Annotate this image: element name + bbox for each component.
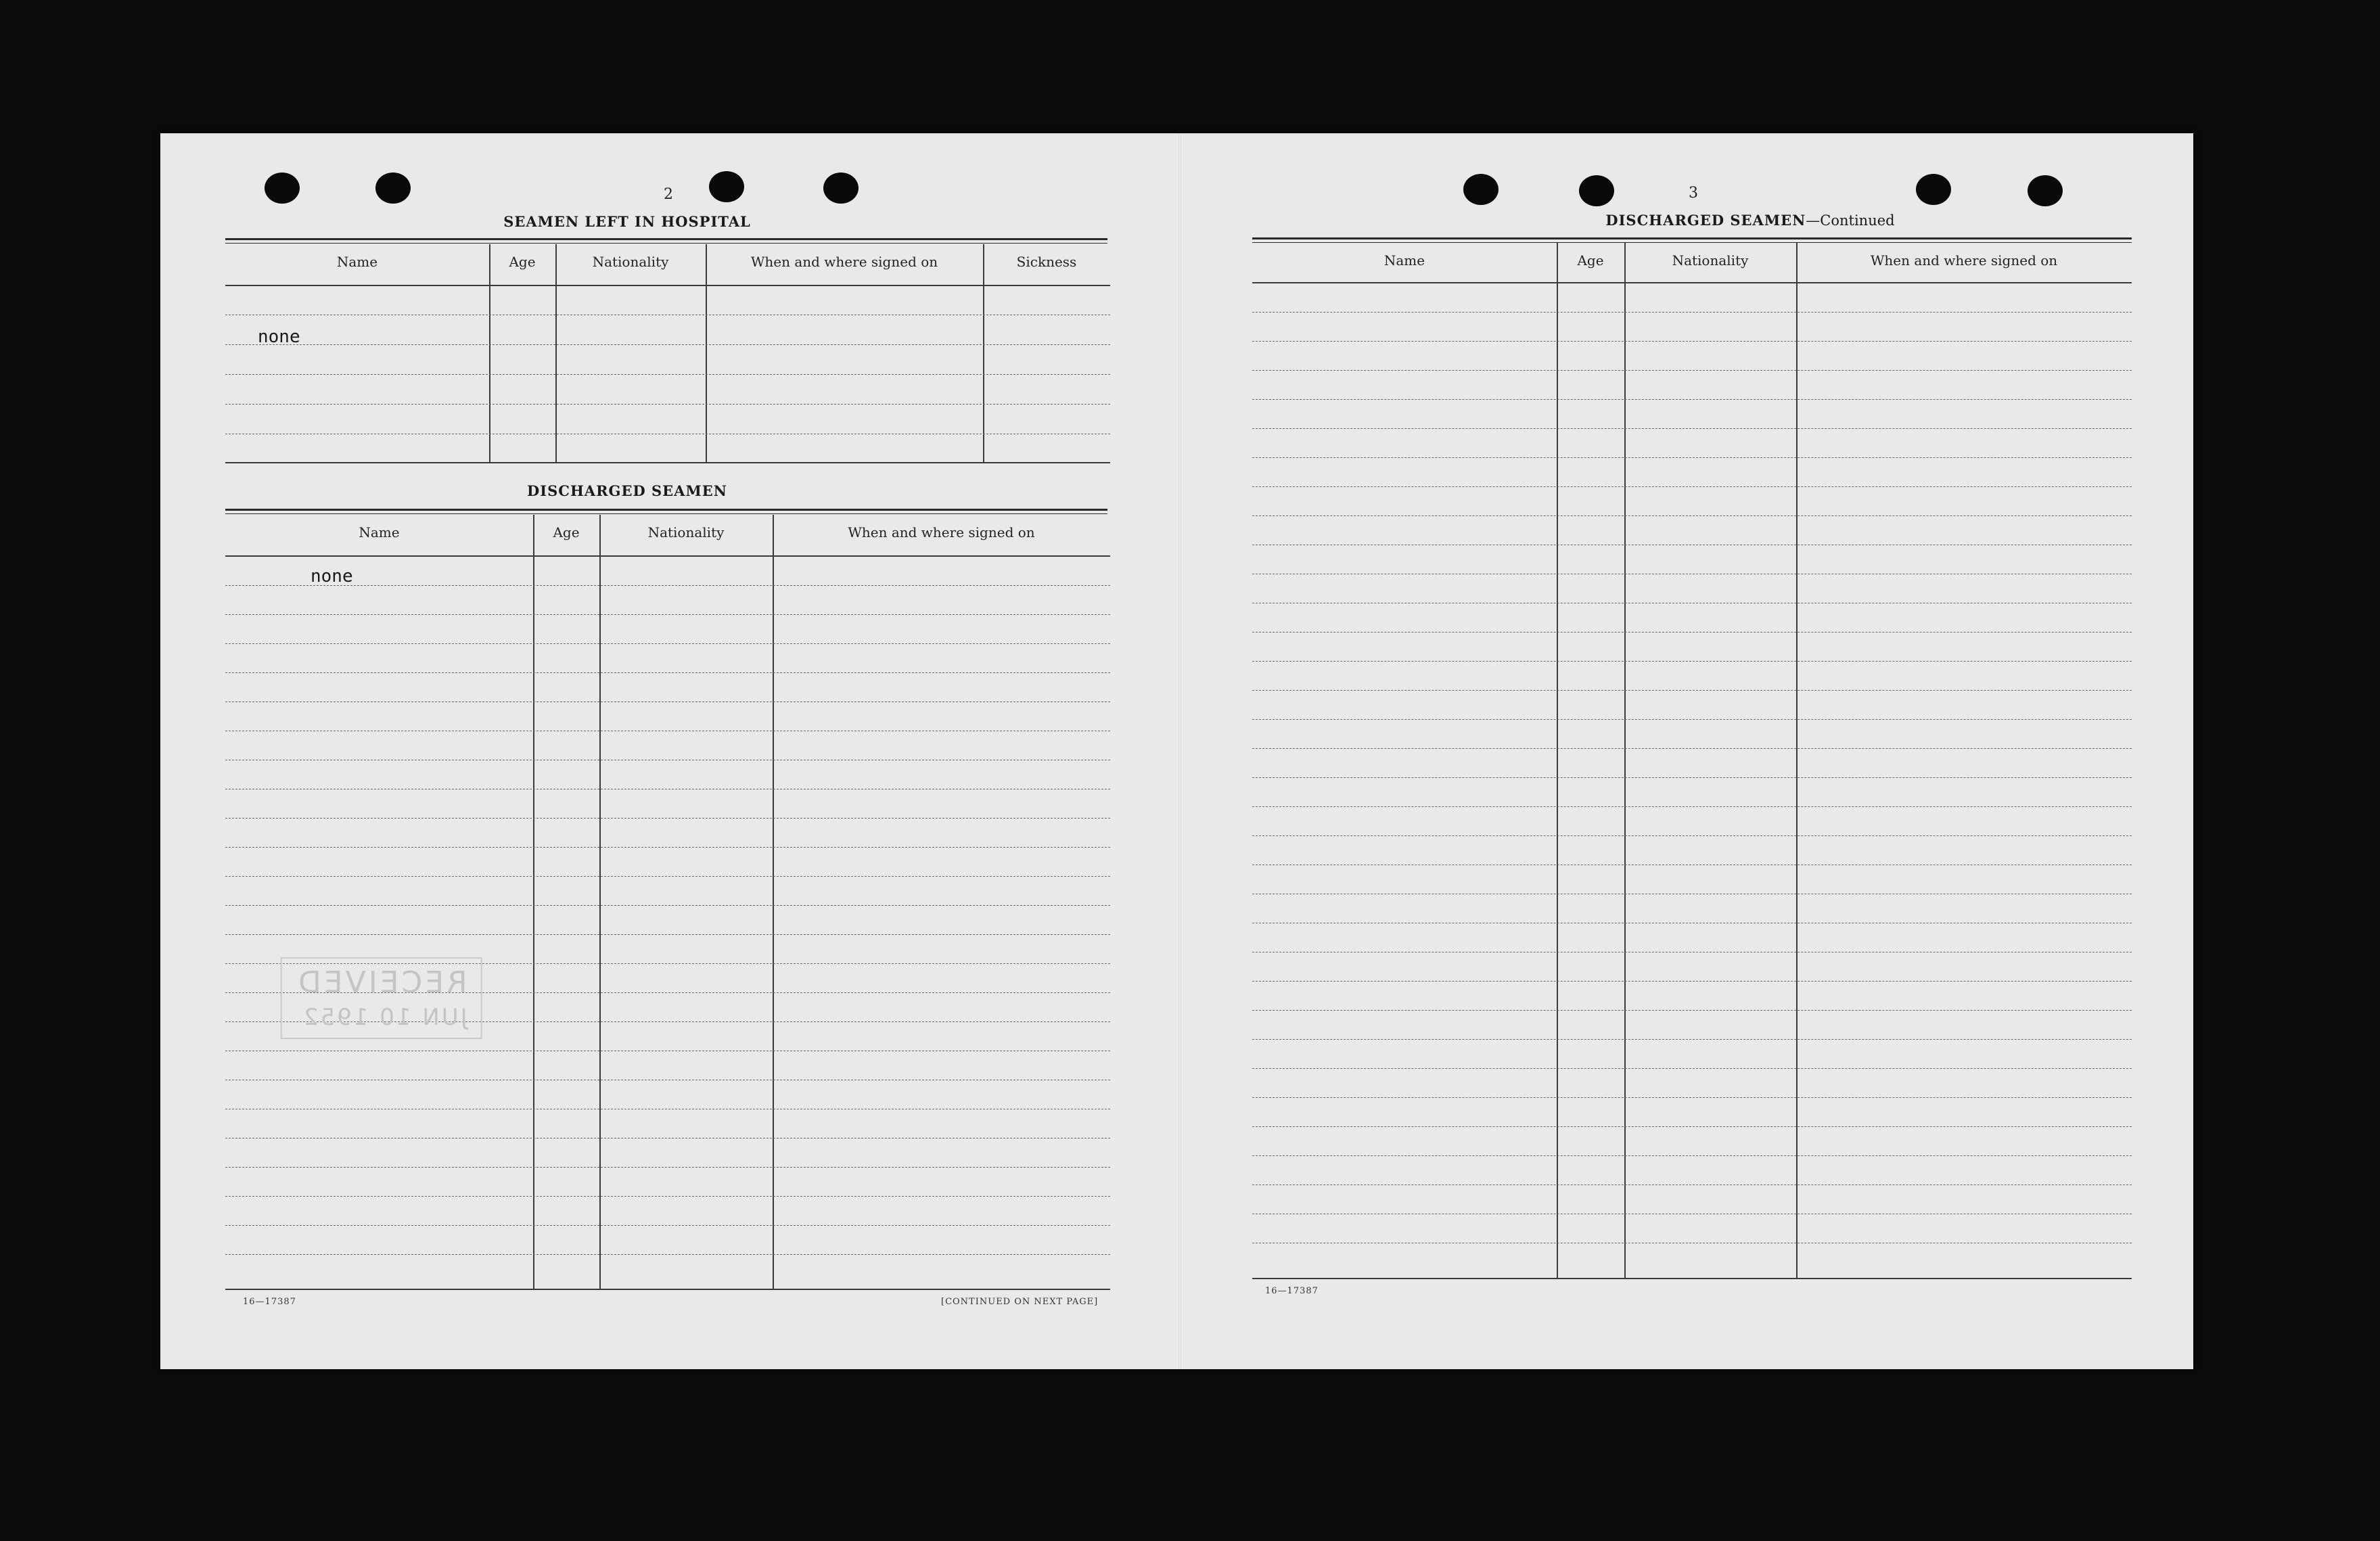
punch-hole (265, 172, 300, 204)
table-bottom-rule (1252, 1278, 2132, 1279)
page-fold (1178, 133, 1181, 1369)
table-row (1252, 719, 2132, 720)
column-header-age: Age (553, 524, 580, 540)
hospital-title-rule (225, 238, 1107, 240)
column-header-signed-on: When and where signed on (750, 254, 938, 270)
table-row (1252, 1068, 2132, 1069)
table-row (1252, 1010, 2132, 1011)
punch-hole (1579, 175, 1614, 206)
continued-suffix: —Continued (1806, 212, 1895, 229)
column-divider (1624, 243, 1626, 1279)
table-row (1252, 777, 2132, 778)
column-header-signed-on: When and where signed on (1870, 252, 2058, 269)
table-row (225, 672, 1110, 673)
table-bottom-rule (225, 1289, 1110, 1290)
table-row (225, 1196, 1110, 1197)
table-row (1252, 312, 2132, 313)
column-header-signed-on: When and where signed on (848, 524, 1035, 540)
discharged-continued-title-text: DISCHARGED SEAMEN (1605, 212, 1806, 229)
column-divider (1557, 243, 1558, 1279)
table-row (1252, 1126, 2132, 1127)
column-divider (599, 515, 601, 1290)
table-row (225, 876, 1110, 877)
column-header-nationality: Nationality (1672, 252, 1749, 269)
table-row (1252, 1184, 2132, 1185)
table-row (225, 818, 1110, 819)
punch-hole (375, 172, 411, 204)
discharged-table-right (1252, 243, 2132, 1279)
punch-hole (709, 171, 744, 202)
column-header-age: Age (509, 254, 536, 270)
header-underline (1252, 282, 2132, 283)
column-header-nationality: Nationality (647, 524, 725, 540)
column-header-nationality: Nationality (592, 254, 669, 270)
table-row (225, 1167, 1110, 1168)
discharged-continued-title (1480, 212, 2021, 229)
column-header-sickness: Sickness (1016, 254, 1077, 270)
table-row (1252, 370, 2132, 371)
table-row (1252, 1097, 2132, 1098)
received-stamp: RECEIVED JUN 10 1952 (281, 957, 482, 1039)
column-divider (555, 244, 557, 463)
column-divider (1796, 243, 1798, 1279)
punch-hole (823, 172, 859, 204)
table-row (225, 374, 1110, 375)
column-divider (533, 515, 534, 1290)
table-row (225, 344, 1110, 345)
form-number-left: 16—17387 (243, 1297, 296, 1307)
table-row (225, 847, 1110, 848)
punch-hole (2028, 175, 2063, 206)
column-header-name: Name (1383, 252, 1425, 269)
page-number-left: 2 (664, 186, 673, 203)
table-row (1252, 399, 2132, 400)
table-row (1252, 457, 2132, 458)
header-underline (225, 555, 1110, 557)
table-row (1252, 981, 2132, 982)
table-row (1252, 661, 2132, 662)
document-sheet (160, 133, 2193, 1369)
table-row (225, 643, 1110, 644)
column-divider (706, 244, 707, 463)
right-title-rule (1252, 237, 2132, 239)
table-row (1252, 428, 2132, 429)
table-row (225, 1225, 1110, 1226)
discharged-entry: none (311, 566, 353, 586)
form-number-right: 16—17387 (1265, 1286, 1319, 1296)
table-row (225, 905, 1110, 906)
discharged-table-left (225, 515, 1110, 1290)
page-number-right: 3 (1689, 185, 1698, 202)
table-row (1252, 515, 2132, 516)
table-row (225, 585, 1110, 586)
table-bottom-rule (225, 462, 1110, 463)
column-divider (983, 244, 984, 463)
header-underline (225, 285, 1110, 286)
table-row (1252, 486, 2132, 487)
table-row (1252, 1039, 2132, 1040)
table-row (1252, 806, 2132, 807)
table-row (1252, 1155, 2132, 1156)
table-row (1252, 835, 2132, 836)
table-row (1252, 748, 2132, 749)
discharged-section-title: DISCHARGED SEAMEN (527, 482, 727, 499)
hospital-section-title: SEAMEN LEFT IN HOSPITAL (503, 213, 751, 230)
table-row (225, 1254, 1110, 1255)
column-header-name: Name (359, 524, 400, 540)
punch-hole (1463, 174, 1498, 205)
table-row (225, 934, 1110, 935)
hospital-table (225, 244, 1110, 463)
hospital-entry: none (258, 327, 300, 347)
column-header-name: Name (336, 254, 378, 270)
punch-hole (1916, 174, 1951, 205)
column-header-age: Age (1577, 252, 1604, 269)
continued-note: [CONTINUED ON NEXT PAGE] (941, 1297, 1099, 1307)
table-row (1252, 341, 2132, 342)
table-row (225, 404, 1110, 405)
column-divider (773, 515, 774, 1290)
discharged-title-rule (225, 509, 1107, 511)
column-divider (489, 244, 490, 463)
table-row (225, 614, 1110, 615)
table-row (1252, 690, 2132, 691)
